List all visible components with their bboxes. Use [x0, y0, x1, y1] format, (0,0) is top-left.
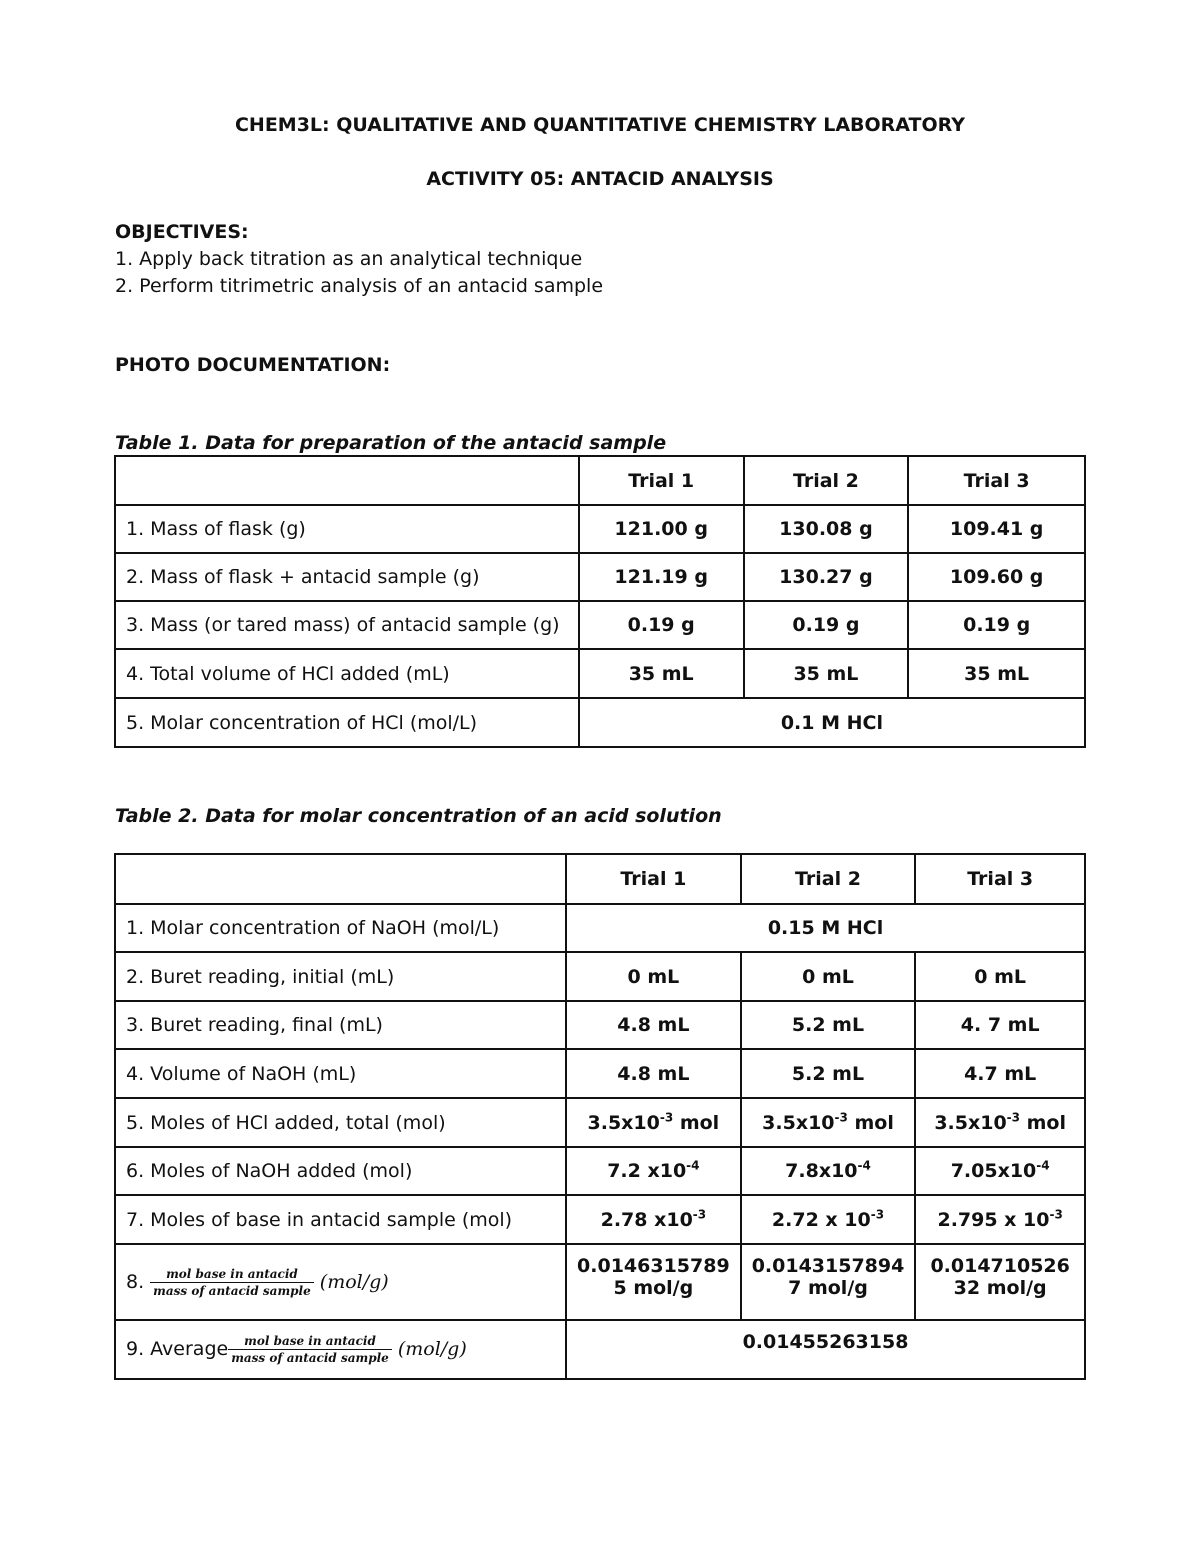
cell-trial3: [915, 1147, 1085, 1195]
unit-label: (mol/g): [319, 1270, 389, 1293]
cell-trial2: 35 mL: [744, 649, 909, 698]
table1-header-trial3: Trial 3: [908, 456, 1085, 505]
value-line2: 32 mol/g: [953, 1277, 1047, 1299]
value-unit: mol: [1020, 1111, 1066, 1134]
row-label: 2. Mass of flask + antacid sample (g): [115, 553, 579, 601]
cell-trial2: 130.08 g: [744, 505, 909, 553]
value-line2: 5 mol/g: [613, 1277, 694, 1299]
row-label: 4. Total volume of HCl added (mL): [115, 649, 579, 698]
cell-trial1: 121.19 g: [579, 553, 744, 601]
fraction-denominator: mass of antacid sample: [153, 1283, 311, 1298]
row-label: 5. Molar concentration of HCl (mol/L): [115, 698, 579, 747]
row-label: [115, 1320, 566, 1379]
cell-trial1: [566, 1195, 741, 1244]
table-row: [115, 553, 1085, 601]
table1: [114, 455, 1086, 748]
cell-trial3: 0.19 g: [908, 601, 1085, 649]
table1-caption: Table 1. Data for preparation of the antacid sample: [115, 432, 667, 454]
table-row: [115, 904, 1085, 952]
table2-caption: Table 2. Data for molar concentration of an acid solution: [115, 805, 722, 827]
cell-trial3: [915, 1098, 1085, 1147]
value-unit: mol: [847, 1111, 894, 1134]
fraction: [150, 1267, 314, 1298]
cell-trial2: [741, 1098, 916, 1147]
cell-trial3: [915, 1195, 1085, 1244]
value-line2: 7 mol/g: [788, 1277, 868, 1299]
value-base: 2.78 x10: [600, 1208, 693, 1231]
row-prefix: 8.: [126, 1270, 151, 1293]
row-label: 3. Mass (or tared mass) of antacid sample (g): [115, 601, 579, 649]
fraction-denominator: mass of antacid sample: [231, 1351, 389, 1365]
row-prefix: 9. Average: [126, 1338, 229, 1360]
cell-trial1: 35 mL: [579, 649, 744, 698]
value-base: 2.795 x 10: [937, 1208, 1050, 1231]
table-row: [115, 505, 1085, 553]
table-row: [115, 1001, 1085, 1049]
table-row: [115, 698, 1085, 747]
value-exponent: -3: [692, 1207, 707, 1222]
table1-header-trial1: Trial 1: [579, 456, 744, 505]
cell-trial3: 0 mL: [915, 952, 1085, 1001]
course-title: CHEM3L: QUALITATIVE AND QUANTITATIVE CHEMISTRY LABORATORY: [234, 114, 966, 136]
cell-trial3: [915, 1244, 1085, 1320]
cell-trial3: 4.7 mL: [915, 1049, 1085, 1098]
value-unit: mol: [673, 1111, 720, 1134]
cell-trial2: [741, 1244, 916, 1320]
table2-header-row: [115, 854, 1085, 904]
cell-trial2: [741, 1147, 916, 1195]
cell-trial1: [566, 1244, 741, 1320]
value-line1: 0.014710526: [930, 1255, 1070, 1277]
cell-trial3: 4. 7 mL: [915, 1001, 1085, 1049]
table2-header-trial3: Trial 3: [915, 854, 1085, 904]
value-base: 7.8x10: [785, 1160, 858, 1182]
value-exponent: -4: [857, 1158, 871, 1173]
value-base: 7.2 x10: [607, 1160, 687, 1182]
row-label: 5. Moles of HCl added, total (mol): [115, 1098, 566, 1147]
table-row: [115, 1098, 1085, 1147]
table2-header-empty: [115, 854, 566, 904]
table-row: [115, 952, 1085, 1001]
table-row: [115, 1049, 1085, 1098]
cell-trial2: 5.2 mL: [741, 1049, 916, 1098]
unit-label: (mol/g): [397, 1338, 467, 1360]
table2-header-trial2: Trial 2: [741, 854, 916, 904]
row-label: 7. Moles of base in antacid sample (mol): [115, 1195, 566, 1244]
table1-header-empty: [115, 456, 579, 505]
row-label: 3. Buret reading, final (mL): [115, 1001, 566, 1049]
cell-trial1: [566, 1147, 741, 1195]
activity-title: ACTIVITY 05: ANTACID ANALYSIS: [426, 168, 774, 190]
cell-trial2: 5.2 mL: [741, 1001, 916, 1049]
fraction-numerator: mol base in antacid: [150, 1267, 314, 1283]
merged-cell: 0.1 M HCl: [579, 698, 1085, 747]
table2-header-trial1: Trial 1: [566, 854, 741, 904]
value-exponent: -3: [834, 1110, 848, 1125]
value-line1: 0.0143157894: [751, 1255, 905, 1277]
value-base: 2.72 x 10: [771, 1208, 871, 1231]
table-row: [115, 1320, 1085, 1379]
table2: [114, 853, 1086, 1380]
table1-header-trial2: Trial 2: [744, 456, 909, 505]
objective-item-1: 1. Apply back titration as an analytical technique: [115, 248, 583, 270]
value-exponent: -3: [870, 1207, 885, 1222]
photo-documentation-heading: PHOTO DOCUMENTATION:: [115, 354, 391, 376]
fraction-numerator: mol base in antacid: [228, 1334, 392, 1350]
cell-trial3: 109.41 g: [908, 505, 1085, 553]
objective-item-2: 2. Perform titrimetric analysis of an antacid sample: [115, 275, 604, 297]
cell-trial3: 35 mL: [908, 649, 1085, 698]
merged-cell: 0.01455263158: [566, 1320, 1085, 1379]
value-line1: 0.0146315789: [577, 1255, 730, 1277]
table-row: [115, 1244, 1085, 1320]
cell-trial1: 4.8 mL: [566, 1049, 741, 1098]
cell-trial2: 0.19 g: [744, 601, 909, 649]
merged-cell: 0.15 M HCl: [566, 904, 1085, 952]
cell-trial2: [741, 1195, 916, 1244]
cell-trial1: 121.00 g: [579, 505, 744, 553]
cell-trial1: 4.8 mL: [566, 1001, 741, 1049]
table-row: [115, 649, 1085, 698]
fraction: [228, 1334, 392, 1365]
objectives-heading: OBJECTIVES:: [115, 221, 249, 243]
row-label: 6. Moles of NaOH added (mol): [115, 1147, 566, 1195]
row-label: 2. Buret reading, initial (mL): [115, 952, 566, 1001]
value-exponent: -3: [1006, 1110, 1021, 1125]
cell-trial3: 109.60 g: [908, 553, 1085, 601]
row-label: [115, 1244, 566, 1320]
cell-trial1: 0.19 g: [579, 601, 744, 649]
table-row: [115, 1195, 1085, 1244]
value-base: 7.05x10: [950, 1160, 1037, 1182]
row-label: 1. Molar concentration of NaOH (mol/L): [115, 904, 566, 952]
row-label: 4. Volume of NaOH (mL): [115, 1049, 566, 1098]
row-label: 1. Mass of flask (g): [115, 505, 579, 553]
value-base: 3.5x10: [762, 1111, 835, 1134]
value-exponent: -3: [659, 1110, 674, 1125]
value-exponent: -3: [1049, 1207, 1063, 1222]
table-row: [115, 1147, 1085, 1195]
cell-trial1: [566, 1098, 741, 1147]
table-row: [115, 601, 1085, 649]
cell-trial1: 0 mL: [566, 952, 741, 1001]
value-exponent: -4: [686, 1158, 700, 1173]
cell-trial2: 0 mL: [741, 952, 916, 1001]
value-base: 3.5x10: [587, 1111, 660, 1134]
value-base: 3.5x10: [934, 1111, 1007, 1134]
value-exponent: -4: [1036, 1158, 1050, 1173]
cell-trial2: 130.27 g: [744, 553, 909, 601]
table1-header-row: [115, 456, 1085, 505]
